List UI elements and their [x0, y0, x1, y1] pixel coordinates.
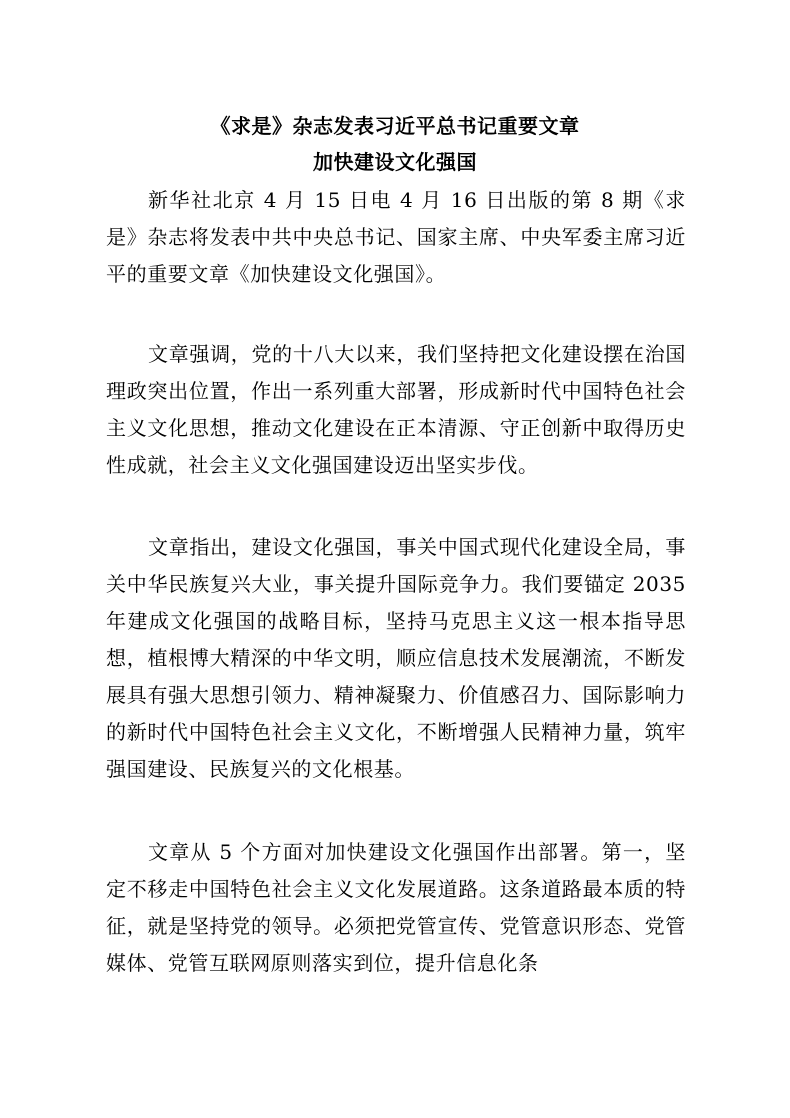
article-title-line-2: 加快建设文化强国	[313, 150, 477, 174]
paragraph-2: 文章强调，党的十八大以来，我们坚持把文化建设摆在治国理政突出位置，作出一系列重大部署，形成新时代中国特色社会主义文化思想，推动文化建设在正本清源、守正创新中取得历史性成就，社会主义文化强国建设迈出坚实步伐。	[106, 342, 686, 477]
paragraph-1: 新华社北京 4 月 15 日电 4 月 16 日出版的第 8 期《求是》杂志将发表中共中央总书记、国家主席、中央军委主席习近平的重要文章《加快建设文化强国》。	[106, 188, 686, 286]
paragraph-3: 文章指出，建设文化强国，事关中国式现代化建设全局，事关中华民族复兴大业，事关提升国际竞争力。我们要锚定 2035 年建成文化强国的战略目标，坚持马克思主义这一根本指导思想，植根博大精深的中华文明，顺应信息技术发展潮流，不断发展具有强大思想引领力、精神凝聚力、价值感召力、国际影响力的新时代中国特色社会主义文化，不断增强人民精神力量，筑牢强国建设、民族复兴的文化根基。	[106, 535, 686, 781]
article-title-line-1: 《求是》杂志发表习近平总书记重要文章	[210, 114, 580, 138]
paragraph-4: 文章从 5 个方面对加快建设文化强国作出部署。第一，坚定不移走中国特色社会主义文化发展道路。这条道路最本质的特征，就是坚持党的领导。必须把党管宣传、党管意识形态、党管媒体、党管互联网原则落实到位，提升信息化条	[106, 840, 686, 975]
